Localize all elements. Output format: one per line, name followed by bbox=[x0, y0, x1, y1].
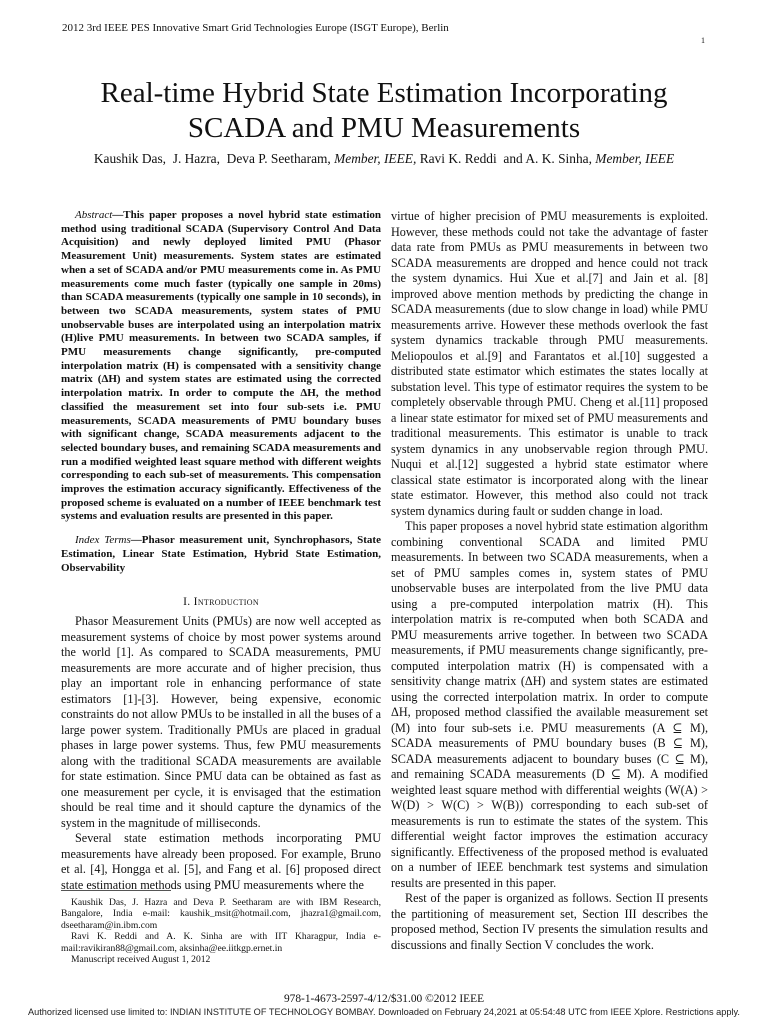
author-3-role: Member, IEEE, bbox=[334, 151, 417, 166]
abstract-label: Abstract bbox=[75, 209, 113, 221]
intro-paragraph-2: Several state estimation methods incorporating PMU measurements have already been proposed. For example, Bruno et al. [4], Hongga et al. [5], and Fang et al. [6] proposed direct state estimation methods using PMU measurements where the bbox=[61, 831, 381, 892]
section-heading-introduction bbox=[61, 595, 381, 608]
index-terms-label: Index Terms bbox=[75, 534, 131, 547]
left-column bbox=[61, 209, 381, 893]
index-terms-text: —Phasor measurement unit, Synchrophasors, State Estimation, Linear State Estimation, Hybrid State Estimation, Observability bbox=[61, 534, 381, 574]
author-5-role: Member, IEEE bbox=[595, 151, 675, 166]
intro-paragraph-1: Phasor Measurement Units (PMUs) are now well accepted as measurement systems of choice by most power systems around the world [1]. As compared to SCADA measurements, PMU measurements are more accurate and of higher precision, thus play an important role in enhancing performance of state estimators [1]-[3]. However, being expensive, economic constraints do not allow PMUs to be installed in all the buses of a large power system. Traditionally PMUs are placed in gradual phases in large power systems. Thus, few PMU measurements along with the traditional SCADA measurements are available for state estimation. Since PMU data can be obtained as fast as one measurement per cycle, it is envisaged that the estimation should be real time and it should capture the dynamics of the system in the magnitude of milliseconds. bbox=[61, 614, 381, 830]
isbn-line: 978-1-4673-2597-4/12/$31.00 ©2012 IEEE bbox=[283, 993, 485, 1005]
author-2: J. Hazra, bbox=[172, 151, 220, 166]
authorized-use-notice: Authorized licensed use limited to: INDIAN INSTITUTE OF TECHNOLOGY BOMBAY. Downloaded on February 24,2021 at 05:54:48 UTC from IEEE Xplore. Restrictions apply. bbox=[28, 1007, 740, 1017]
footnote-rule bbox=[61, 890, 171, 891]
right-paragraph-2: This paper proposes a novel hybrid state estimation algorithm combining conventional SCADA and limited PMU measurements. In between two SCADA measurements, when a set of PMU samples comes in, system states of PMU unobservable buses are interpolated from the live PMU data using a pre-computed interpolation matrix (H). This interpolation matrix is re-computed when both SCADA and PMU measurements arrive together. In between two SCADA measurements, if PMU measurements change significantly, pre-computed interpolation matrix (H) is compensated with a sensitivity change matrix (ΔH) and system states are estimated using the corrected interpolation matrix. In order to compute ΔH, proposed method classified the available measurement set (M) into four sub-sets i.e. PMU measurements (A ⊆ M), SCADA measurements of PMU boundary buses (B ⊆ M), SCADA measurements adjacent to boundary buses (C ⊆ M), and remaining SCADA measurements (D ⊆ M). A modified weighted least square method with differential weights (W(A) > W(D) > W(C) > W(B)) corresponding to each sub-set of measurements is run to estimate the states of the system. This differential weight factor improves the estimation accuracy significantly. Effectiveness of the proposed method is evaluated on a number of IEEE benchmark test systems and simulation results are presented in this paper. bbox=[391, 519, 708, 890]
author-1: Kaushik Das, bbox=[93, 151, 167, 166]
author-3: Deva P. Seetharam, bbox=[226, 151, 331, 166]
title-line-1: Real-time Hybrid State Estimation Incorporating bbox=[100, 77, 668, 109]
index-terms bbox=[61, 534, 381, 575]
page-number: 1 bbox=[701, 36, 705, 45]
abstract-text: —This paper proposes a novel hybrid state estimation method using traditional SCADA (Supervisory Control And Data Acquisition) and newly deployed limited PMU (Phasor Measurement Unit) measurements. System states are estimated when a set of SCADA and/or PMU measurements come in. As PMU measurements come much faster (typically one sample in 20ms) than SCADA measurements (typically one sample in 10 seconds), in between two SCADA measurements, system states of PMU unobservable buses are interpolated using an interpolation matrix (H)live PMU measurements. In between two SCADA samples, if PMU measurements change significantly, pre-computed interpolation matrix (H) is compensated with a sensitivity change matrix (ΔH) and system states are estimated using the corrected interpolation matrix. In order to compute the ΔH, the method classified the measurement set into four sub-sets i.e. PMU measurements, SCADA measurements of PMU boundary buses with significant change, SCADA measurements adjacent to the selected boundary buses, and remaining SCADA measurements and run a modified weighted least square method with different weights corresponding to each sub-set of measurements. This compensation improves the estimation accuracy significantly. Effectiveness of the proposed scheme is evaluated on a number of IEEE benchmark test systems and evaluation results are presented in this paper. bbox=[61, 209, 381, 523]
footnotes bbox=[61, 897, 381, 965]
title-line-2: SCADA and PMU Measurements bbox=[187, 112, 581, 144]
footnote-1: Kaushik Das, J. Hazra and Deva P. Seetharam are with IBM Research, Bangalore, India e-mail: kaushik_msit@hotmail.com, jhazra1@gmail.com, dseetharam@in.ibm.com bbox=[61, 897, 381, 931]
right-paragraph-1: virtue of higher precision of PMU measurements is exploited. However, these methods could not take the advantage of faster data rate from PMUs as PMU measurements in between two SCADA measurements are dropped and hence could not track the system dynamics. Hui Xue et al.[7] and Jain et al. [8] improved above mention methods by predicting the change in SCADA measurements (due to slow change in load) while PMU measurements arrive. However these methods overlook the fast system dynamics trackable through PMU measurements. Meliopoulos et al.[9] and Farantatos et al.[10] suggested a distributed state estimator which estimates the states locally at substation level. This type of estimator requires the system to be completely observable through PMU. Cheng et al.[11] proposed a linear state estimator for mixed set of PMU measurements and traditional measurements. This estimator is unable to track system dynamics in any unobservable region through PMU. Nuqui et al.[12] suggested a hybrid state estimator where classical state estimator is incorporated along with the linear state estimator. However, this method also could not track system dynamics during fault or sudden change in load. bbox=[391, 209, 708, 518]
author-list bbox=[40, 151, 728, 167]
paper-title bbox=[40, 76, 728, 146]
author-4: Ravi K. Reddi bbox=[419, 151, 497, 166]
section-title: Introduction bbox=[193, 595, 259, 609]
abstract bbox=[61, 209, 381, 524]
right-column bbox=[391, 209, 708, 953]
right-paragraph-3: Rest of the paper is organized as follows. Section II presents the partitioning of measurement set, Section III describes the proposed method, Section IV presents the simulation results and discussions and finally Section V concludes the work. bbox=[391, 891, 708, 952]
conference-header: 2012 3rd IEEE PES Innovative Smart Grid Technologies Europe (ISGT Europe), Berlin bbox=[62, 22, 449, 34]
author-5: A. K. Sinha, bbox=[525, 151, 592, 166]
section-number: I. bbox=[183, 595, 191, 609]
footnote-3: Manuscript received August 1, 2012 bbox=[71, 954, 211, 966]
author-and: and bbox=[503, 151, 523, 166]
footnote-2: Ravi K. Reddi and A. K. Sinha are with IIT Kharagpur, India e-mail:ravikiran88@gmail.com, aksinha@ee.iitkgp.ernet.in bbox=[61, 931, 381, 954]
